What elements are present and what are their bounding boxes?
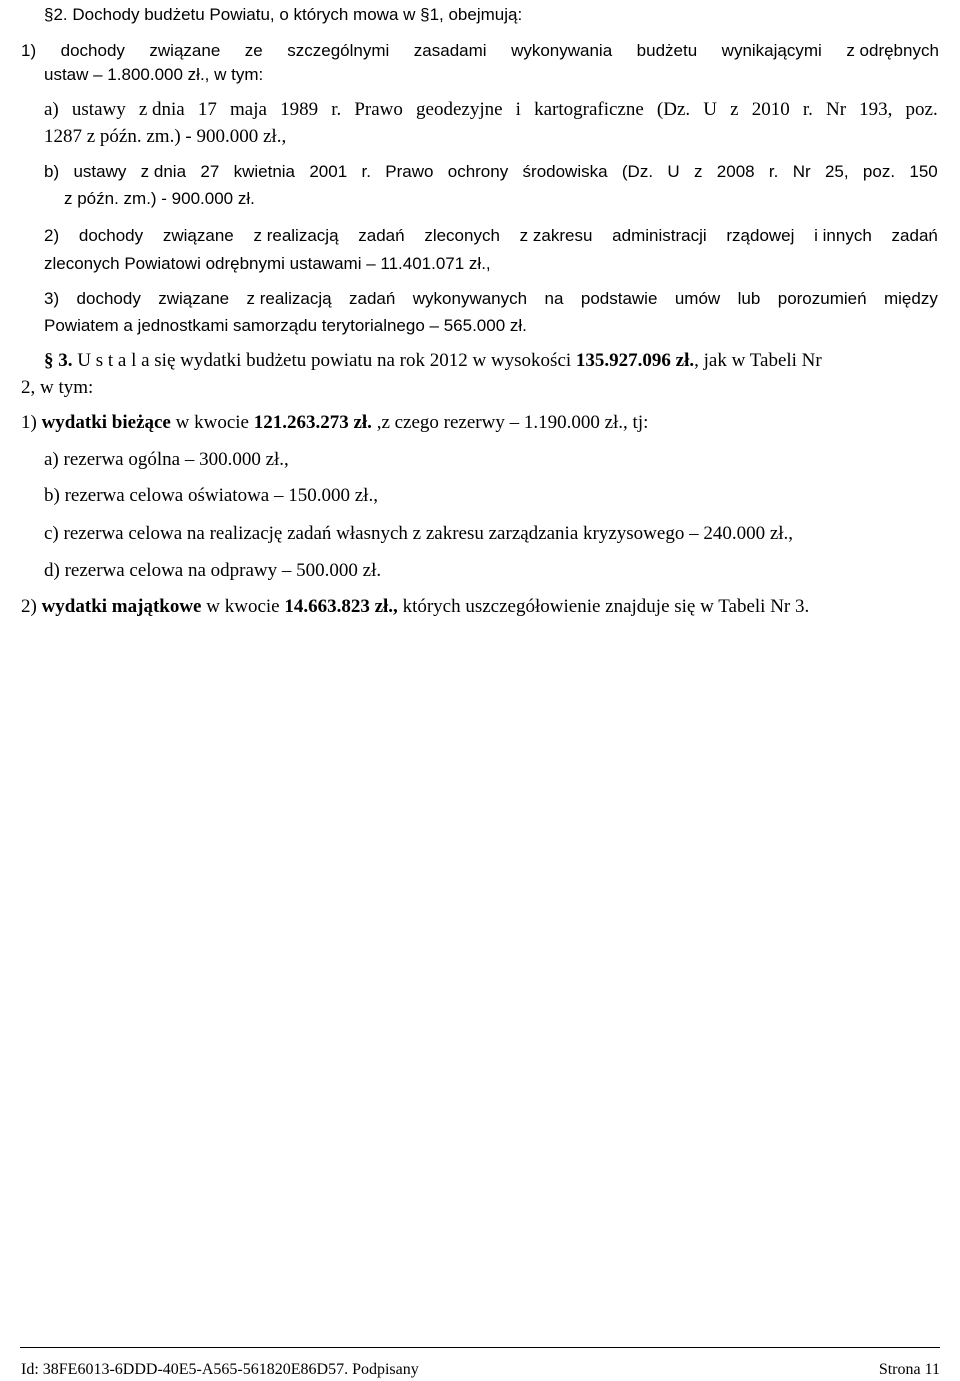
word: ochrony (447, 162, 509, 181)
word: a) (44, 99, 59, 120)
word: między (883, 289, 938, 308)
word: wykonywanych (412, 289, 528, 308)
item-3-line-2: Powiatem a jednostkami samorządu terytorialnego – 565.000 zł. (44, 316, 527, 335)
word: lub (737, 289, 761, 308)
word: budżetu (636, 41, 698, 60)
page-number: Strona 11 (878, 1361, 940, 1378)
word: związane (162, 226, 234, 245)
word: ustawy (71, 99, 126, 120)
reserve-a: a) rezerwa ogólna – 300.000 zł., (44, 449, 289, 470)
word: z odrębnych (846, 41, 939, 60)
item-1b-line-2: z późn. zm.) - 900.000 zł. (64, 189, 255, 208)
word: 3) (44, 289, 60, 308)
paragraph-mark: § (44, 5, 54, 24)
reserve-b: b) rezerwa celowa oświatowa – 150.000 zł., (44, 485, 378, 506)
item-3-line-1 (44, 290, 938, 307)
word: poz. (862, 162, 896, 181)
word: rządowej (726, 226, 795, 245)
current-expenditure-mid: w kwocie (175, 412, 249, 433)
word: ze (244, 41, 263, 60)
word: dochody (60, 41, 125, 60)
item-number: 1) (21, 412, 37, 433)
word: 1989 (280, 99, 319, 120)
word: r. (768, 162, 779, 181)
word: zadań (358, 226, 405, 245)
section-2-heading-text: Dochody budżetu Powiatu, o których mowa w §1, obejmują: (72, 5, 523, 24)
current-expenditure-line (21, 413, 648, 432)
word: 27 (200, 162, 220, 181)
reserve-d: d) rezerwa celowa na odprawy – 500.000 zł. (44, 560, 382, 581)
word: dochody (78, 226, 144, 245)
word: i innych (814, 226, 872, 245)
item-1-line-2: ustaw – 1.800.000 zł., w tym: (44, 65, 264, 84)
word: z (730, 99, 739, 120)
word: zadań (349, 289, 396, 308)
word: z realizacją (246, 289, 332, 308)
word: (Dz. (656, 99, 691, 120)
total-expenditure-amount: 135.927.096 zł. (575, 350, 695, 371)
word: U (667, 162, 680, 181)
word: podstawie (580, 289, 658, 308)
word: 1) (21, 41, 37, 60)
word: związane (158, 289, 230, 308)
word: 193, (859, 99, 893, 120)
word: zasadami (413, 41, 487, 60)
word: z dnia (138, 99, 185, 120)
item-2-line-1 (44, 227, 938, 244)
word: administracji (612, 226, 707, 245)
paragraph-mark: § (44, 350, 54, 371)
section-3-line-1 (44, 351, 822, 370)
word: z (693, 162, 703, 181)
word: i (515, 99, 521, 120)
word: b) (44, 162, 60, 181)
section-3-text: U s t a l a się wydatki budżetu powiatu na rok 2012 w wysokości (77, 350, 572, 371)
word: maja (230, 99, 267, 120)
word: 17 (197, 99, 217, 120)
item-2-line-2: zleconych Powiatowi odrębnymi ustawami – 11.401.071 zł., (44, 254, 491, 273)
word: 25, (824, 162, 849, 181)
word: Prawo (385, 162, 434, 181)
word: r. (331, 99, 342, 120)
word: Prawo (354, 99, 403, 120)
word: szczególnymi (287, 41, 390, 60)
current-expenditure-amount: 121.263.273 zł. (253, 412, 372, 433)
word: U (703, 99, 718, 120)
item-1b-line-1 (44, 163, 938, 180)
word: Nr (792, 162, 811, 181)
word: środowiska (522, 162, 608, 181)
section-3-line-2: 2, w tym: (21, 377, 94, 398)
section-number: 3. (58, 350, 73, 371)
word: 2010 (751, 99, 790, 120)
word: zadań (891, 226, 938, 245)
footer-divider (20, 1347, 940, 1348)
word: kwietnia (233, 162, 296, 181)
section-number: 2. (53, 5, 68, 24)
word: dochody (76, 289, 141, 308)
word: na (544, 289, 564, 308)
word: Nr (825, 99, 847, 120)
reserve-c: c) rezerwa celowa na realizację zadań własnych z zakresu zarządzania kryzysowego – 240.000 zł., (44, 523, 794, 544)
word: 150 (909, 162, 938, 181)
capital-expenditure-suffix: których uszczegółowienie znajduje się w Tabeli Nr 3. (402, 596, 810, 617)
word: ustawy (73, 162, 127, 181)
item-number: 2) (21, 596, 37, 617)
word: r. (361, 162, 371, 181)
capital-expenditure-line (21, 597, 809, 616)
current-expenditure-label: wydatki bieżące (41, 412, 171, 433)
section-3-suffix: , jak w Tabeli Nr (694, 350, 822, 371)
word: z realizacją (253, 226, 339, 245)
capital-expenditure-label: wydatki majątkowe (41, 596, 202, 617)
document-id: Id: 38FE6013-6DDD-40E5-A565-561820E86D57. Podpisany (21, 1361, 419, 1378)
section-2-heading (44, 6, 522, 23)
word: (Dz. (621, 162, 654, 181)
word: z dnia (140, 162, 187, 181)
word: związane (149, 41, 221, 60)
word: porozumień (777, 289, 867, 308)
word: kartograficzne (534, 99, 644, 120)
capital-expenditure-amount: 14.663.823 zł., (284, 596, 398, 617)
word: z zakresu (519, 226, 593, 245)
word: geodezyjne (416, 99, 503, 120)
item-1-line-1 (21, 42, 939, 59)
item-1a-line-2: 1287 z późn. zm.) - 900.000 zł., (44, 126, 287, 147)
item-1a-line-1 (44, 100, 938, 119)
word: wykonywania (511, 41, 613, 60)
word: umów (674, 289, 721, 308)
word: poz. (905, 99, 938, 120)
word: wynikającymi (721, 41, 822, 60)
word: 2001 (309, 162, 348, 181)
capital-expenditure-mid: w kwocie (206, 596, 280, 617)
current-expenditure-suffix: ,z czego rezerwy – 1.190.000 zł., tj: (376, 412, 649, 433)
word: r. (802, 99, 813, 120)
word: 2) (44, 226, 60, 245)
word: zleconych (424, 226, 500, 245)
word: 2008 (716, 162, 755, 181)
